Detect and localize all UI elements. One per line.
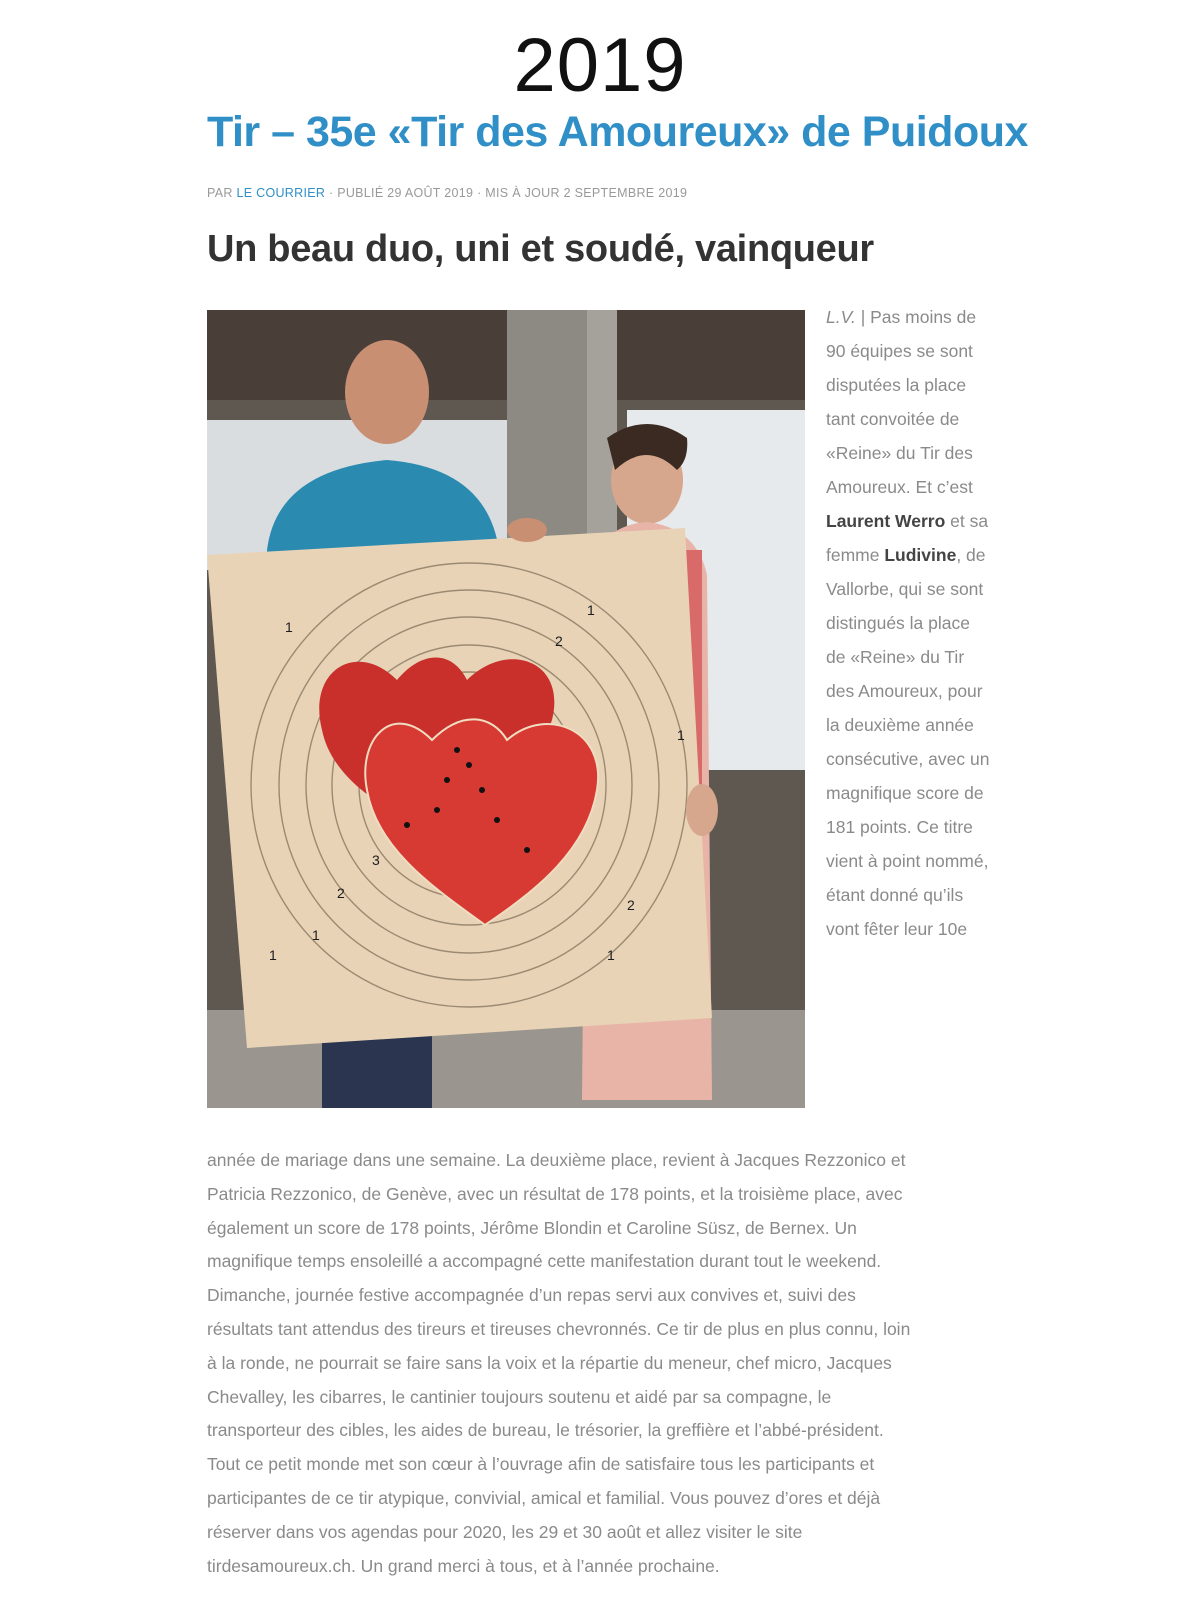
body-line: Patricia Rezzonico, de Genève, avec un résultat de 178 points, et la troisième place, avec: [207, 1183, 903, 1204]
photo-icon: [207, 310, 805, 1108]
article-intro-column: [826, 300, 991, 946]
author-initials: L.V.: [826, 307, 856, 327]
body-line: année de mariage dans une semaine. La deuxième place, revient à Jacques Rezzonico et: [207, 1150, 906, 1170]
body-line: transporteur des cibles, les aides de bureau, le trésorier, la greffière et l’abbé-président.: [207, 1420, 884, 1441]
winner-name-1: Laurent Werro: [826, 511, 946, 531]
body-line: également un score de 178 points, Jérôme Blondin et Caroline Süsz, de Bernex. Un: [207, 1217, 857, 1238]
slide-year-title: 2019: [513, 23, 687, 108]
body-line: Dimanche, journée festive accompagnée d’un repas servi aux convives et, suivi des: [207, 1285, 856, 1306]
body-line: magnifique temps ensoleillé a accompagné cette manifestation durant tout le weekend.: [207, 1251, 882, 1272]
article-headline: Tir – 35e «Tir des Amoureux» de Puidoux: [207, 108, 1028, 156]
byline-dates: · PUBLIÉ 29 AOÛT 2019 · MIS À JOUR 2 SEPTEMBRE 2019: [325, 186, 688, 200]
article-subheadline: Un beau duo, uni et soudé, vainqueur: [207, 228, 874, 270]
svg-text:2: 2: [555, 633, 563, 649]
svg-text:1: 1: [587, 602, 595, 618]
body-line: résultats tant attendus des tireurs et tireuses chevronnés. Ce tir de plus en plus connu, loin: [207, 1318, 911, 1339]
body-line: Chevalley, les cibarres, le cantinier toujours soutenu et aidé par sa compagne, le: [207, 1386, 832, 1407]
byline-author-link[interactable]: LE COURRIER: [236, 186, 326, 200]
article-byline: [207, 186, 687, 200]
svg-text:1: 1: [269, 947, 277, 963]
body-line: Tout ce petit monde met son cœur à l’ouvrage afin de satisfaire tous les participants et: [207, 1454, 875, 1475]
body-line: tirdesamoureux.ch. Un grand merci à tous, et à l’année prochaine.: [207, 1555, 720, 1576]
article-photo: [207, 310, 805, 1108]
article-body: [207, 1144, 972, 1583]
byline-prefix: PAR: [207, 186, 237, 200]
body-line: participantes de ce tir atypique, convivial, amical et familial. Vous pouvez d’ores et déjà: [207, 1487, 881, 1508]
svg-text:1: 1: [607, 947, 615, 963]
intro-text-2: et sa femme: [826, 511, 989, 565]
body-line: à la ronde, ne pourrait se faire sans la voix et la répartie du meneur, chef micro, Jacques: [207, 1352, 892, 1373]
intro-text-1: | Pas moins de 90 équipes se sont disputées la place tant convoitée de «Reine» du Tir des Amoureux. Et c’est: [826, 307, 977, 497]
svg-text:1: 1: [677, 727, 685, 743]
body-line: réserver dans vos agendas pour 2020, les 29 et 30 août et allez visiter le site: [207, 1521, 803, 1542]
svg-text:1: 1: [312, 927, 320, 943]
svg-text:2: 2: [627, 897, 635, 913]
svg-text:2: 2: [337, 885, 345, 901]
intro-text-3: , de Vallorbe, qui se sont distingués la place de «Reine» du Tir des Amoureux, pour la deuxième année consécutive, avec un magnifique score de 181 points. Ce titre vient à point nommé, étant donné qu’ils vont fêter leur 10e: [826, 545, 990, 939]
winner-name-2: Ludivine: [884, 545, 957, 565]
svg-text:1: 1: [285, 619, 293, 635]
svg-text:3: 3: [372, 852, 380, 868]
